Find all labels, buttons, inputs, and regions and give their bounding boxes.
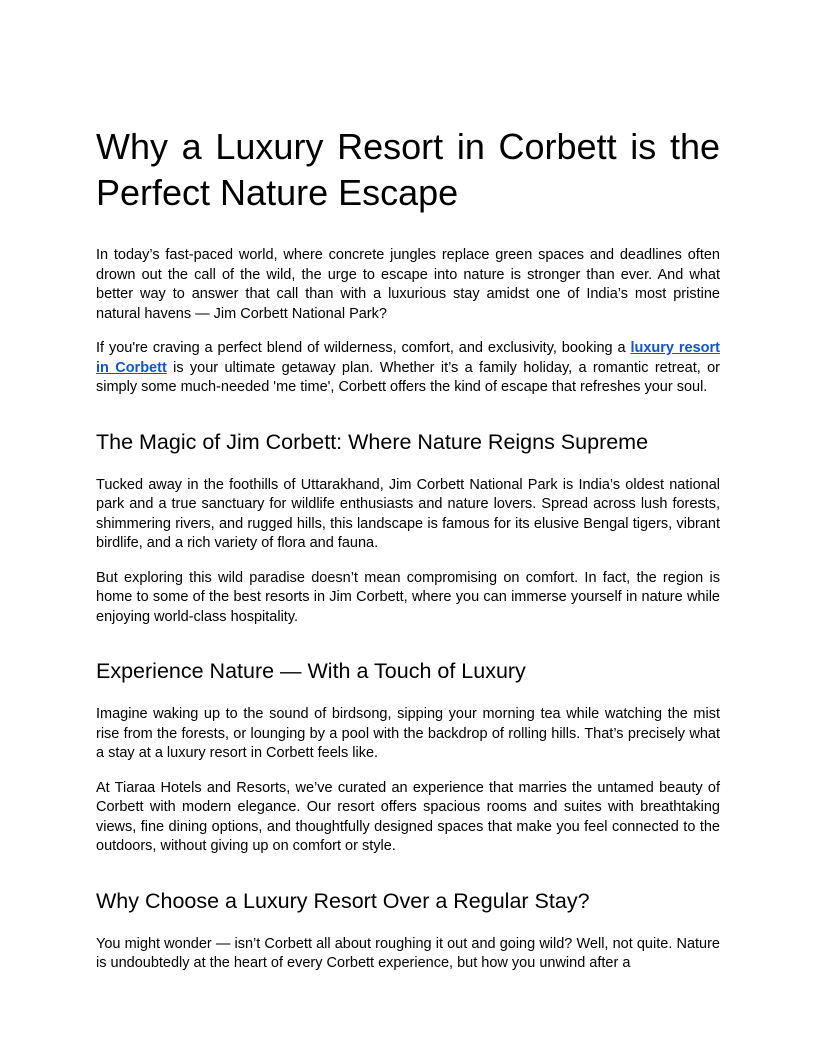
section-magic-paragraph-2: But exploring this wild paradise doesn’t mean compromising on comfort. In fact, the region is home to some of the best resorts in Jim Corbett, where you can immerse yourself in nature while enjoying world-class hospitality.	[96, 569, 720, 625]
intro-paragraph-1: In today’s fast-paced world, where concrete jungles replace green spaces and deadlines often drown out the call of the wild, the urge to escape into nature is stronger than ever. And what better way to answer that call than with a luxurious stay amidst one of India’s most pristine natural havens — Jim Corbett National Park?	[96, 247, 720, 322]
section-magic-paragraph-1: Tucked away in the foothills of Uttarakhand, Jim Corbett National Park is India’s oldest national park and a true sanctuary for wildlife enthusiasts and nature lovers. Spread across lush forests, shimmering rivers, and rugged hills, this landscape is famous for its elusive Bengal tigers, vibrant birdlife, and a rich variety of flora and fauna.	[96, 476, 720, 551]
section-experience-paragraph-1: Imagine waking up to the sound of birdsong, sipping your morning tea while watching the mist rise from the forests, or lounging by a pool with the backdrop of rolling hills. That’s precisely what a stay at a luxury resort in Corbett feels like.	[96, 706, 720, 761]
luxury-resort-link[interactable]: luxury resort in Corbett	[96, 340, 720, 376]
intro-paragraph-2-text-start: If you're craving a perfect blend of wilderness, comfort, and exclusivity, booking a	[96, 340, 631, 356]
section-heading-why-choose: Why Choose a Luxury Resort Over a Regular Stay?	[96, 888, 590, 913]
section-heading-experience: Experience Nature — With a Touch of Luxury	[96, 659, 526, 683]
intro-paragraph-2	[96, 339, 720, 398]
section-heading-magic: The Magic of Jim Corbett: Where Nature Reigns Supreme	[96, 429, 649, 454]
section-why-choose-paragraph-1: You might wonder — isn’t Corbett all about roughing it out and going wild? Well, not quite. Nature is undoubtedly at the heart of every Corbett experience, but how you unwind after a	[96, 935, 720, 971]
page-title: Why a Luxury Resort in Corbett is the Perfect Nature Escape	[96, 126, 720, 213]
document-page	[96, 124, 720, 989]
section-experience-paragraph-2: At Tiaraa Hotels and Resorts, we’ve curated an experience that marries the untamed beauty of Corbett with modern elegance. Our resort offers spacious rooms and suites with breathtaking views, fine dining options, and thoughtfully designed spaces that make you feel connected to the outdoors, without giving up on comfort or style.	[96, 779, 720, 854]
intro-paragraph-2-text-end: is your ultimate getaway plan. Whether it’s a family holiday, a romantic retreat, or simply some much-needed 'me time', Corbett offers the kind of escape that refreshes your soul.	[96, 359, 720, 395]
